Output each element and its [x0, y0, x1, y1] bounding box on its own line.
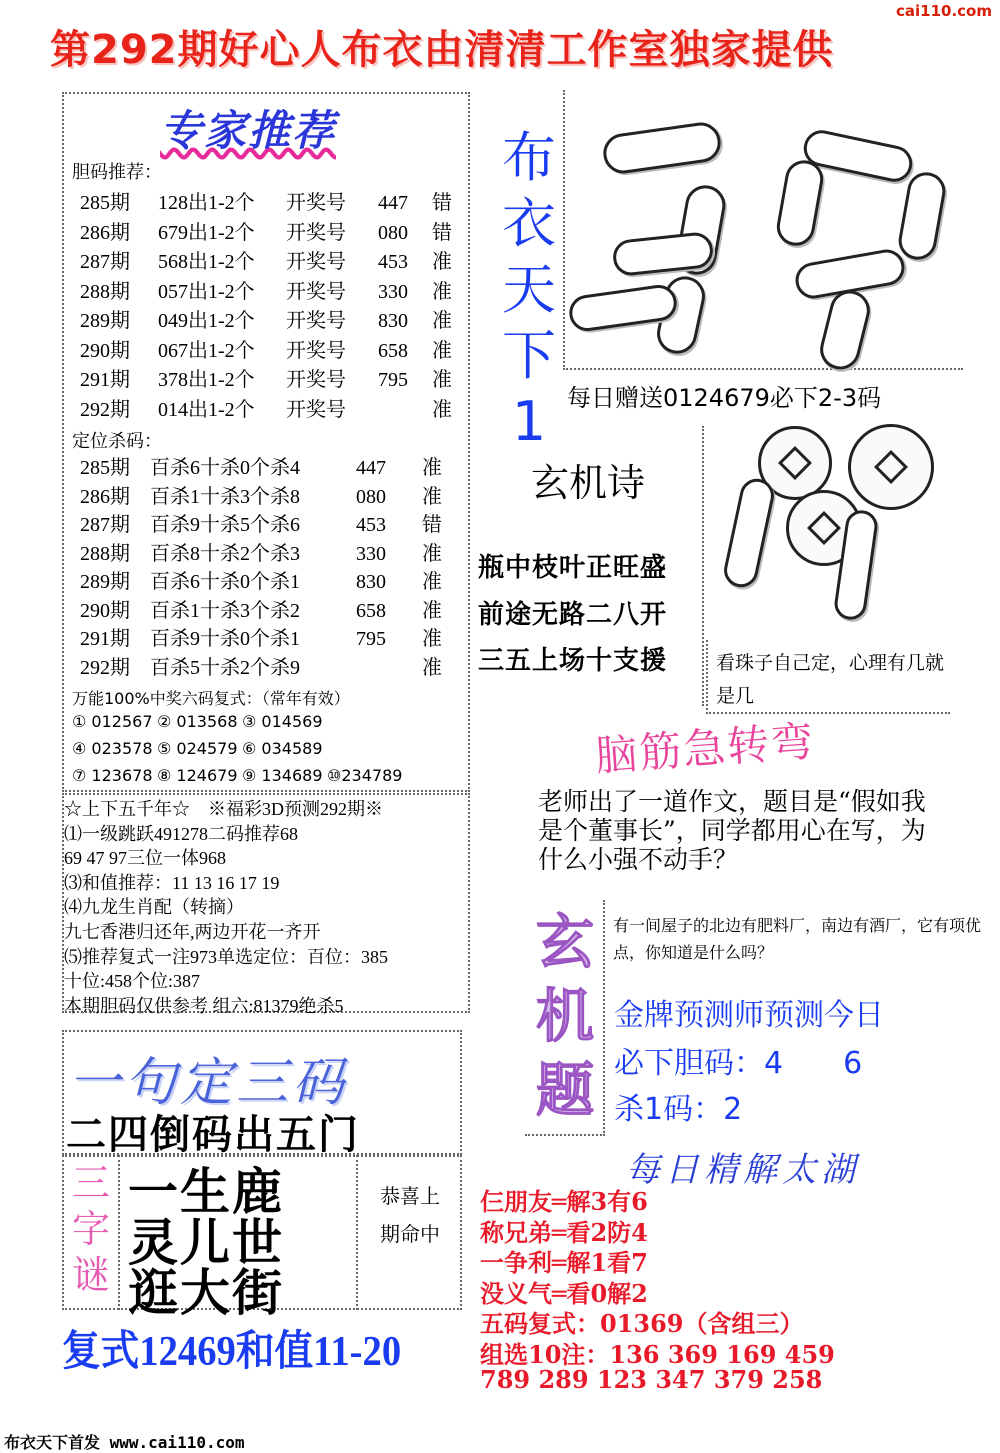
combo-item: ⑧ 124679: [157, 766, 238, 785]
combo-item: ⑨ 134689: [242, 766, 323, 785]
taihu-title: 每日精解太湖: [626, 1150, 860, 1190]
danma-pick: 128出1-2个: [158, 192, 255, 214]
congrats-text: 恭喜上期命中: [380, 1184, 440, 1246]
xuanji-title: 玄机题: [535, 908, 594, 1124]
fushi-line: 复式12469和值11-20: [62, 1329, 402, 1375]
taihu-line: 一争利═解1看7: [480, 1248, 648, 1277]
predict-line: ⑸推荐复式一注973单选定位：百位：385: [64, 946, 388, 967]
danma-number: 795: [378, 369, 408, 391]
dingwei-number: 330: [356, 542, 386, 565]
combo-item: ⑩234789: [327, 766, 403, 785]
poem-line: 三五上场十支援: [478, 646, 668, 676]
dingwei-result: 准: [422, 571, 442, 593]
dingwei-row: [80, 451, 442, 480]
danma-pick: 049出1-2个: [158, 310, 255, 332]
danma-row: [80, 275, 452, 304]
dingwei-row: [80, 622, 442, 651]
dingwei-row: [80, 594, 442, 623]
danma-result: 准: [432, 310, 452, 332]
danma-pick: 014出1-2个: [158, 398, 255, 421]
danma-label: 开奖号: [286, 221, 346, 244]
big-digits-39: [563, 90, 963, 370]
danma-row: [80, 363, 452, 392]
dingwei-issue: 291期: [80, 628, 130, 650]
danma-result: 准: [432, 280, 452, 303]
combo-item: ⑥ 034589: [242, 739, 323, 758]
danma-label: 开奖号: [286, 398, 346, 421]
predict-line: 九七香港归还年,两边开花一齐开: [64, 922, 321, 942]
danma-label: 胆码推荐：: [72, 162, 162, 183]
danma-label: 开奖号: [286, 280, 346, 303]
combo-row: [72, 739, 327, 758]
predict-line: 十位:458个位:387: [64, 971, 201, 992]
danma-result: 错: [432, 221, 452, 244]
taihu-line: 仨朋友═解3有6: [480, 1187, 648, 1216]
danma-issue: 288期: [80, 280, 130, 303]
predict-line: ⑶和值推荐：11 13 16 17 19: [64, 872, 280, 893]
gold-title: 金牌预测师预测今日: [614, 998, 884, 1033]
dingwei-rule: 百杀6十杀0个杀1: [150, 571, 300, 593]
danma-row: [80, 334, 452, 363]
danma-issue: 291期: [80, 369, 130, 391]
danma-result: 错: [432, 192, 452, 214]
danma-row: [80, 304, 452, 333]
combo-row: [72, 712, 327, 731]
dingwei-row: [80, 565, 442, 594]
danma-issue: 289期: [80, 310, 130, 332]
danma-pick: 378出1-2个: [158, 369, 255, 391]
dingwei-number: 658: [356, 599, 386, 622]
wanneng-label: 万能100%中奖六码复式：（常年有效）: [72, 689, 350, 708]
puzzle-line: 逛大街: [128, 1263, 284, 1322]
combo-item: ② 013568: [157, 712, 238, 731]
predict-line: ⑷九龙生肖配（转摘）: [64, 897, 244, 918]
combo-item: ④ 023578: [72, 739, 153, 758]
xuanji-question: 有一间屋子的北边有肥料厂，南边有酒厂，它有项优点，你知道是什么吗？: [613, 916, 982, 962]
danma-label: 开奖号: [286, 369, 346, 391]
danma-pick: 057出1-2个: [158, 280, 255, 303]
poem-title: 玄机诗: [531, 461, 646, 505]
dingwei-result: 准: [422, 599, 442, 622]
predict-line: 本期胆码仅供参考 组六:81379绝杀5: [64, 995, 344, 1016]
buyi-vertical-title: 布衣天下1: [502, 126, 556, 453]
coin-icon: [848, 424, 934, 510]
danma-issue: 286期: [80, 221, 130, 244]
must-digits: 必下胆码：4 6: [614, 1046, 863, 1081]
footer-text: 布衣天下首发 www.cai110.com: [4, 1433, 245, 1452]
dingwei-issue: 287期: [80, 514, 130, 536]
taihu-line: 没义气═看0解2: [480, 1278, 648, 1308]
danma-number: 080: [378, 221, 408, 244]
gift-text: 每日赠送0124679必下2-3码: [567, 384, 882, 412]
taihu-line: 789 289 123 347 379 258: [480, 1365, 823, 1394]
danma-result: 准: [432, 398, 452, 421]
dingwei-label: 定位杀码：: [72, 431, 162, 452]
taihu-line: 称兄弟═看2防4: [480, 1217, 648, 1247]
dingwei-row: [80, 480, 442, 509]
dingwei-row: [80, 651, 442, 680]
digit-segment: [816, 286, 874, 373]
danma-label: 开奖号: [286, 251, 346, 273]
danma-issue: 290期: [80, 339, 130, 362]
brain-title: 脑筋急转弯: [593, 716, 817, 781]
one-line-riddle: 二四倒码出五门: [66, 1112, 360, 1158]
expert-title: 专家推荐: [160, 106, 337, 155]
danma-number: 830: [378, 310, 408, 332]
dingwei-result: 准: [422, 542, 442, 565]
danma-row: [80, 216, 452, 245]
brain-question: 老师出了一道作文，题目是“假如我是个董事长”，同学都用心在写，为什么小强不动手？: [538, 787, 926, 874]
predict-line: ⑴一级跳跃491278二码推荐68: [64, 823, 298, 844]
poem-line: 前途无路二八开: [478, 600, 668, 630]
danma-issue: 287期: [80, 251, 130, 273]
dingwei-rule: 百杀8十杀2个杀3: [150, 542, 300, 565]
danma-label: 开奖号: [286, 310, 346, 332]
combo-row: [72, 766, 412, 785]
danma-result: 准: [432, 339, 452, 362]
combo-item: ① 012567: [72, 712, 153, 731]
danma-number: 453: [378, 251, 408, 273]
beads-image: [706, 418, 950, 640]
combo-item: ⑤ 024579: [157, 739, 238, 758]
dingwei-issue: 285期: [80, 457, 130, 479]
dingwei-row: [80, 537, 442, 566]
danma-pick: 568出1-2个: [158, 251, 255, 273]
digit-segment: [774, 157, 826, 248]
page-title: 第292期好心人布衣由清清工作室独家提供: [50, 27, 834, 73]
combo-item: ⑦ 123678: [72, 766, 153, 785]
dingwei-result: 准: [422, 628, 442, 650]
dingwei-number: 830: [356, 571, 386, 593]
danma-row: [80, 245, 452, 274]
dingwei-issue: 288期: [80, 542, 130, 565]
logo-text: cai110.com: [896, 2, 992, 20]
dingwei-issue: 292期: [80, 656, 130, 679]
danma-row: [80, 393, 452, 422]
danma-number: 447: [378, 192, 408, 214]
combo-item: ③ 014569: [242, 712, 323, 731]
taihu-line: 五码复式：01369（含组三）: [480, 1309, 804, 1338]
dingwei-result: 准: [422, 485, 442, 508]
kill-digit: 杀1码：2: [614, 1092, 743, 1127]
bead-stick: [721, 476, 777, 591]
dingwei-result: 准: [422, 457, 442, 479]
danma-label: 开奖号: [286, 339, 346, 362]
dingwei-number: 453: [356, 514, 386, 536]
dingwei-row: [80, 508, 442, 537]
danma-number: 658: [378, 339, 408, 362]
dingwei-rule: 百杀5十杀2个杀9: [150, 656, 300, 679]
dingwei-number: 080: [356, 485, 386, 508]
dingwei-number: 447: [356, 457, 386, 479]
puzzle-line: 灵儿世: [128, 1213, 284, 1272]
predict-line: ☆上下五千年☆ ※福彩3D预测292期※: [64, 799, 383, 819]
danma-row: [80, 186, 452, 215]
danma-result: 准: [432, 369, 452, 391]
dingwei-number: 795: [356, 628, 386, 650]
danma-issue: 285期: [80, 192, 130, 214]
dingwei-rule: 百杀9十杀5个杀6: [150, 514, 300, 536]
dingwei-issue: 286期: [80, 485, 130, 508]
one-line-title: 一句定三码: [68, 1053, 349, 1113]
danma-number: 330: [378, 280, 408, 303]
danma-pick: 067出1-2个: [158, 339, 255, 362]
dingwei-issue: 290期: [80, 599, 130, 622]
dingwei-result: 错: [422, 514, 442, 536]
three-char-label: 三字谜: [71, 1161, 110, 1297]
danma-issue: 292期: [80, 398, 130, 421]
digit-segment: [896, 169, 949, 262]
dingwei-rule: 百杀6十杀0个杀4: [150, 457, 300, 479]
taihu-line: 组选10注：136 369 169 459: [480, 1339, 835, 1369]
dingwei-rule: 百杀9十杀0个杀1: [150, 628, 300, 650]
puzzle-line: 一生鹿: [128, 1162, 284, 1221]
dingwei-issue: 289期: [80, 571, 130, 593]
dingwei-rule: 百杀1十杀3个杀2: [150, 599, 300, 622]
beads-hint: 看珠子自己定，心理有几就是几: [716, 652, 945, 707]
danma-label: 开奖号: [286, 192, 346, 214]
predict-line: 69 47 97三位一体968: [64, 848, 226, 869]
danma-result: 准: [432, 251, 452, 273]
digit-segment: [601, 120, 723, 176]
dingwei-rule: 百杀1十杀3个杀8: [150, 485, 300, 508]
poem-line: 瓶中枝叶正旺盛: [478, 553, 668, 583]
dingwei-result: 准: [422, 656, 442, 679]
danma-pick: 679出1-2个: [158, 221, 255, 244]
